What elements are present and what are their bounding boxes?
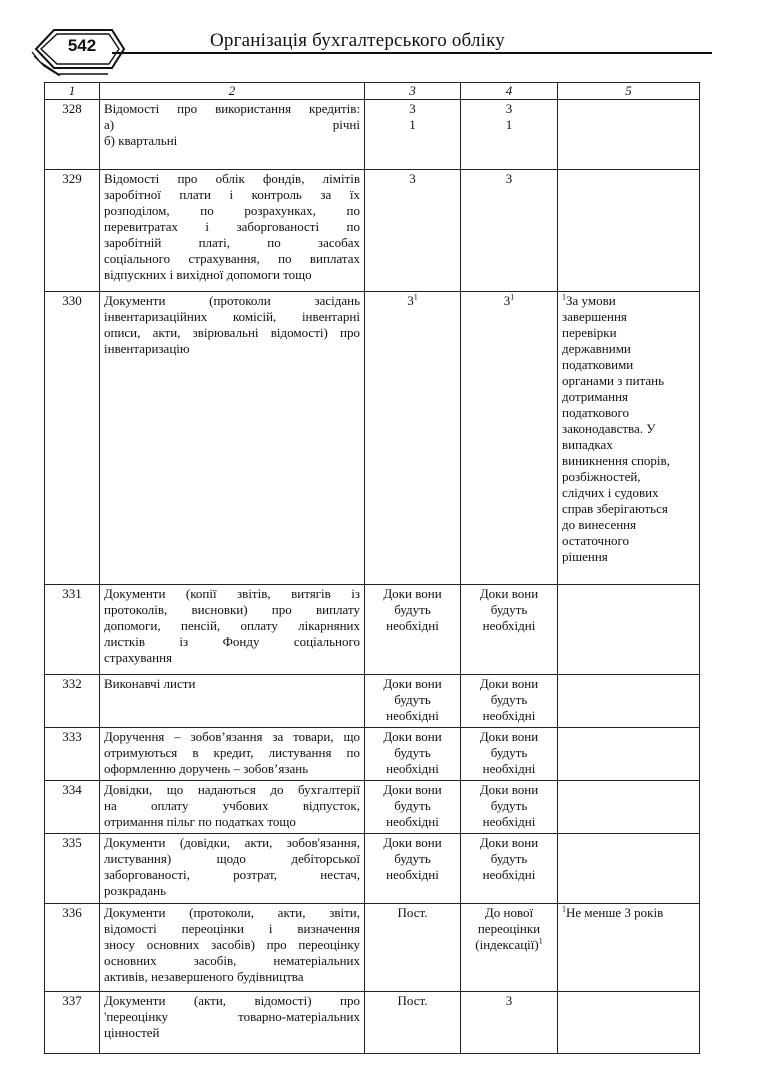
text-line bbox=[104, 341, 360, 357]
cell-text: податкового bbox=[562, 405, 630, 420]
retention-term-col3 bbox=[365, 675, 461, 728]
text-line bbox=[465, 692, 553, 708]
table-row bbox=[45, 585, 700, 675]
cell-text: слідчих і судових bbox=[562, 485, 659, 500]
cell-text: будуть bbox=[394, 602, 431, 617]
text-line bbox=[104, 1009, 360, 1025]
cell-text: 3 bbox=[503, 293, 511, 308]
text-line bbox=[562, 341, 695, 357]
page-title: Організація бухгалтерського обліку bbox=[210, 30, 505, 51]
text-line bbox=[369, 867, 456, 883]
column-header: 2 bbox=[100, 83, 365, 100]
cell-text: необхідні bbox=[482, 708, 536, 723]
row-description bbox=[100, 781, 365, 834]
cell-text: будуть bbox=[490, 798, 528, 813]
text-line bbox=[562, 501, 695, 517]
text-line bbox=[104, 835, 360, 851]
cell-text: До нової bbox=[484, 905, 534, 920]
cell-text: до винесення bbox=[562, 517, 637, 532]
text-line bbox=[369, 708, 456, 724]
text-line bbox=[465, 761, 553, 777]
cell-text: розбіжностей, bbox=[562, 469, 641, 484]
text-line bbox=[104, 745, 360, 761]
text-line bbox=[369, 101, 456, 117]
retention-term-col3 bbox=[365, 585, 461, 675]
cell-text: зносу основних засобів) про переоцінку bbox=[104, 937, 360, 952]
cell-text: переоцінки bbox=[477, 921, 541, 936]
retention-term-col4 bbox=[461, 585, 558, 675]
retention-term-col4 bbox=[461, 675, 558, 728]
cell-text: розкрадань bbox=[104, 883, 166, 898]
text-line bbox=[104, 187, 360, 203]
text-line bbox=[104, 133, 360, 149]
row-number: 329 bbox=[45, 170, 100, 292]
text-line bbox=[562, 549, 695, 565]
row-number: 328 bbox=[45, 100, 100, 170]
cell-text: будуть bbox=[490, 745, 528, 760]
remarks bbox=[558, 585, 700, 675]
cell-text: інвентаризацію bbox=[104, 341, 190, 356]
text-line bbox=[562, 517, 695, 533]
cell-text: отримання пільг по податках тощо bbox=[104, 814, 296, 829]
cell-text: Пост. bbox=[397, 993, 428, 1008]
cell-text: будуть bbox=[490, 851, 528, 866]
cell-text: органами з питань bbox=[562, 373, 665, 388]
cell-text: Документи (довідки, акти, зобов'язання, bbox=[104, 835, 360, 850]
text-line bbox=[104, 729, 360, 745]
cell-text: перевірки bbox=[562, 325, 617, 340]
retention-term-col4 bbox=[461, 170, 558, 292]
text-line bbox=[562, 905, 695, 921]
page-header bbox=[0, 0, 757, 82]
table-row bbox=[45, 675, 700, 728]
retention-term-col3 bbox=[365, 100, 461, 170]
page-number: 542 bbox=[67, 36, 97, 55]
text-line bbox=[369, 835, 456, 851]
text-line bbox=[369, 729, 456, 745]
text-line bbox=[369, 602, 456, 618]
cell-text: Документи (копії звітів, витягів із bbox=[104, 586, 360, 601]
cell-text: Доки вони bbox=[383, 586, 442, 601]
cell-text: Доки вони bbox=[383, 676, 442, 691]
cell-text: заробітної плати і контроль за їх bbox=[104, 187, 360, 202]
table-row bbox=[45, 992, 700, 1054]
text-line bbox=[465, 921, 553, 937]
footnote-marker: 1 bbox=[562, 904, 566, 914]
text-line bbox=[465, 708, 553, 724]
cell-text: описи, акти, звірювальні відомості) про bbox=[104, 325, 360, 340]
text-line bbox=[104, 937, 360, 953]
cell-text: завершення bbox=[562, 309, 627, 324]
text-line bbox=[562, 309, 695, 325]
cell-text: 1 bbox=[409, 117, 416, 132]
text-line bbox=[369, 676, 456, 692]
text-line bbox=[369, 851, 456, 867]
cell-text: будуть bbox=[490, 692, 528, 707]
cell-text: необхідні bbox=[386, 814, 439, 829]
column-header: 3 bbox=[365, 83, 461, 100]
cell-text: законодавства. У bbox=[562, 421, 656, 436]
cell-text: Виконавчі листи bbox=[104, 676, 196, 691]
text-line bbox=[465, 729, 553, 745]
text-line bbox=[104, 634, 360, 650]
table-row bbox=[45, 728, 700, 781]
row-description bbox=[100, 585, 365, 675]
cell-text: розподілом, по розрахунках, по bbox=[104, 203, 360, 218]
footnote-marker: 1 bbox=[413, 292, 418, 302]
remarks bbox=[558, 728, 700, 781]
text-line bbox=[104, 761, 360, 777]
cell-text: Документи (протоколи засідань bbox=[104, 293, 360, 308]
cell-text: на оплату учбових відпусток, bbox=[104, 798, 360, 813]
row-description bbox=[100, 292, 365, 585]
table-row bbox=[45, 100, 700, 170]
cell-text: основних засобів, нематеріальних bbox=[104, 953, 360, 968]
text-line bbox=[104, 325, 360, 341]
text-line bbox=[562, 405, 695, 421]
remarks bbox=[558, 100, 700, 170]
cell-text: відпускних і вихідної допомоги тощо bbox=[104, 267, 312, 282]
text-line bbox=[104, 676, 360, 692]
retention-term-col3 bbox=[365, 781, 461, 834]
cell-text: Доки вони bbox=[479, 729, 539, 744]
text-line bbox=[562, 373, 695, 389]
text-line bbox=[562, 453, 695, 469]
text-line bbox=[104, 953, 360, 969]
text-line bbox=[465, 851, 553, 867]
retention-term-col3 bbox=[365, 834, 461, 904]
remarks bbox=[558, 992, 700, 1054]
remarks bbox=[558, 781, 700, 834]
cell-text: Пост. bbox=[397, 905, 428, 920]
text-line bbox=[104, 993, 360, 1009]
row-description bbox=[100, 728, 365, 781]
row-description bbox=[100, 675, 365, 728]
cell-text: відомості переоцінки і визначення bbox=[104, 921, 360, 936]
row-number: 333 bbox=[45, 728, 100, 781]
text-line bbox=[562, 469, 695, 485]
cell-text: цінностей bbox=[104, 1025, 160, 1040]
cell-text: протоколів, висновки) про виплату bbox=[104, 602, 360, 617]
cell-text: Документи (протоколи, акти, звіти, bbox=[104, 905, 360, 920]
table-row bbox=[45, 781, 700, 834]
cell-text: Документи (акти, відомості) про bbox=[104, 993, 360, 1008]
retention-term-col4 bbox=[461, 292, 558, 585]
row-number: 330 bbox=[45, 292, 100, 585]
cell-text: рішення bbox=[562, 549, 608, 564]
retention-term-col4 bbox=[461, 781, 558, 834]
text-line bbox=[465, 835, 553, 851]
cell-text: страхування bbox=[104, 650, 173, 665]
cell-text: Доки вони bbox=[479, 676, 539, 691]
text-line bbox=[369, 293, 456, 309]
cell-text: випадках bbox=[562, 437, 613, 452]
text-line bbox=[369, 117, 456, 133]
retention-term-col4 bbox=[461, 992, 558, 1054]
cell-text: а) річні bbox=[104, 117, 360, 132]
text-line bbox=[104, 586, 360, 602]
retention-term-col4 bbox=[461, 728, 558, 781]
text-line bbox=[562, 293, 695, 309]
cell-text: отримуються в кредит, листування по bbox=[104, 745, 360, 760]
cell-text: податковими bbox=[562, 357, 634, 372]
remarks bbox=[558, 170, 700, 292]
table-row bbox=[45, 904, 700, 992]
row-number: 337 bbox=[45, 992, 100, 1054]
text-line bbox=[369, 586, 456, 602]
cell-text: оформленню доручень – зобов’язань bbox=[104, 761, 309, 776]
cell-text: Доручення – зобов’язання за товари, що bbox=[104, 729, 360, 744]
cell-text: справ зберігаються bbox=[562, 501, 668, 516]
text-line bbox=[369, 782, 456, 798]
cell-text: будуть bbox=[394, 692, 431, 707]
cell-text: заборгованості, розтрат, нестач, bbox=[104, 867, 360, 882]
cell-text: Доки вони bbox=[383, 782, 442, 797]
row-number: 336 bbox=[45, 904, 100, 992]
text-line bbox=[465, 101, 553, 117]
row-description bbox=[100, 100, 365, 170]
text-line bbox=[562, 533, 695, 549]
text-line bbox=[104, 219, 360, 235]
text-line bbox=[104, 814, 360, 830]
cell-text: 3 bbox=[505, 171, 513, 186]
text-line bbox=[369, 814, 456, 830]
text-line bbox=[465, 905, 553, 921]
row-number: 331 bbox=[45, 585, 100, 675]
cell-text: необхідні bbox=[386, 867, 439, 882]
text-line bbox=[104, 798, 360, 814]
text-line bbox=[465, 676, 553, 692]
text-line bbox=[369, 618, 456, 634]
cell-text: державними bbox=[562, 341, 631, 356]
text-line bbox=[104, 883, 360, 899]
text-line bbox=[104, 101, 360, 117]
text-line bbox=[369, 761, 456, 777]
cell-text: остаточного bbox=[562, 533, 630, 548]
text-line bbox=[104, 267, 360, 283]
column-header: 1 bbox=[45, 83, 100, 100]
text-line bbox=[104, 905, 360, 921]
text-line bbox=[465, 602, 553, 618]
cell-text: б) квартальні bbox=[104, 133, 178, 148]
retention-term-col4 bbox=[461, 100, 558, 170]
cell-text: 3 bbox=[409, 101, 416, 116]
cell-text: активів, незавершеного будівництва bbox=[104, 969, 304, 984]
cell-text: листків із Фонду соціального bbox=[104, 634, 360, 649]
retention-term-col3 bbox=[365, 904, 461, 992]
cell-text: 'переоцінку товарно-матеріальних bbox=[104, 1009, 360, 1024]
cell-text: 3 bbox=[407, 293, 414, 308]
text-line bbox=[104, 309, 360, 325]
text-line bbox=[104, 251, 360, 267]
column-number-row bbox=[45, 83, 700, 100]
text-line bbox=[465, 782, 553, 798]
remarks bbox=[558, 834, 700, 904]
cell-text: За умови bbox=[566, 293, 616, 308]
footnote-marker: 1 bbox=[538, 936, 543, 946]
cell-text: необхідні bbox=[482, 814, 536, 829]
cell-text: дотримання bbox=[562, 389, 629, 404]
cell-text: 3 bbox=[505, 993, 513, 1008]
text-line bbox=[465, 937, 553, 953]
text-line bbox=[369, 993, 456, 1009]
text-line bbox=[104, 235, 360, 251]
text-line bbox=[104, 602, 360, 618]
text-line bbox=[562, 437, 695, 453]
cell-text: Доки вони bbox=[479, 782, 539, 797]
cell-text: будуть bbox=[394, 745, 431, 760]
row-description bbox=[100, 904, 365, 992]
text-line bbox=[104, 117, 360, 133]
text-line bbox=[562, 485, 695, 501]
cell-text: листування) щодо дебіторської bbox=[104, 851, 360, 866]
text-line bbox=[104, 969, 360, 985]
cell-text: необхідні bbox=[386, 618, 439, 633]
cell-text: перевитратах і заборгованості по bbox=[104, 219, 360, 234]
cell-text: необхідні bbox=[482, 867, 536, 882]
retention-table bbox=[44, 82, 700, 1054]
text-line bbox=[104, 650, 360, 666]
header-rule bbox=[112, 52, 712, 54]
row-description bbox=[100, 992, 365, 1054]
cell-text: заробітній платі, по засобах bbox=[104, 235, 360, 250]
text-line bbox=[465, 745, 553, 761]
cell-text: Не менше 3 років bbox=[566, 905, 664, 920]
cell-text: Доки вони bbox=[479, 586, 539, 601]
row-description bbox=[100, 834, 365, 904]
row-number: 335 bbox=[45, 834, 100, 904]
text-line bbox=[104, 171, 360, 187]
table-row bbox=[45, 834, 700, 904]
text-line bbox=[465, 117, 553, 133]
cell-text: будуть bbox=[394, 851, 431, 866]
cell-text: необхідні bbox=[386, 761, 439, 776]
text-line bbox=[465, 171, 553, 187]
text-line bbox=[369, 905, 456, 921]
cell-text: соціального страхування, по виплатах bbox=[104, 251, 360, 266]
cell-text: будуть bbox=[490, 602, 528, 617]
cell-text: будуть bbox=[394, 798, 431, 813]
text-line bbox=[369, 798, 456, 814]
retention-term-col3 bbox=[365, 292, 461, 585]
column-header: 5 bbox=[558, 83, 700, 100]
cell-text: необхідні bbox=[386, 708, 439, 723]
text-line bbox=[369, 745, 456, 761]
text-line bbox=[465, 814, 553, 830]
text-line bbox=[104, 203, 360, 219]
text-line bbox=[562, 357, 695, 373]
retention-term-col3 bbox=[365, 170, 461, 292]
text-line bbox=[104, 921, 360, 937]
cell-text: (індексації) bbox=[475, 937, 539, 952]
row-number: 332 bbox=[45, 675, 100, 728]
cell-text: Доки вони bbox=[383, 729, 442, 744]
text-line bbox=[104, 851, 360, 867]
retention-term-col4 bbox=[461, 834, 558, 904]
cell-text: необхідні bbox=[482, 761, 536, 776]
retention-term-col3 bbox=[365, 992, 461, 1054]
cell-text: Відомості про облік фондів, лімітів bbox=[104, 171, 360, 186]
text-line bbox=[369, 171, 456, 187]
remarks bbox=[558, 292, 700, 585]
cell-text: 3 bbox=[505, 101, 513, 116]
text-line bbox=[465, 618, 553, 634]
text-line bbox=[465, 293, 553, 309]
text-line bbox=[104, 867, 360, 883]
text-line bbox=[104, 618, 360, 634]
text-line bbox=[369, 692, 456, 708]
cell-text: Відомості про використання кредитів: bbox=[104, 101, 360, 116]
remarks bbox=[558, 675, 700, 728]
retention-term-col3 bbox=[365, 728, 461, 781]
remarks bbox=[558, 904, 700, 992]
text-line bbox=[562, 389, 695, 405]
text-line bbox=[562, 325, 695, 341]
cell-text: необхідні bbox=[482, 618, 536, 633]
cell-text: виникнення спорів, bbox=[562, 453, 670, 468]
cell-text: допомоги, пенсій, оплату лікарняних bbox=[104, 618, 360, 633]
cell-text: Доки вони bbox=[479, 835, 539, 850]
column-header: 4 bbox=[461, 83, 558, 100]
row-number: 334 bbox=[45, 781, 100, 834]
cell-text: Довідки, що надаються до бухгалтерії bbox=[104, 782, 360, 797]
text-line bbox=[465, 993, 553, 1009]
retention-term-col4 bbox=[461, 904, 558, 992]
text-line bbox=[104, 782, 360, 798]
text-line bbox=[104, 293, 360, 309]
text-line bbox=[562, 421, 695, 437]
cell-text: інвентаризаційних комісій, інвентарні bbox=[104, 309, 360, 324]
text-line bbox=[465, 586, 553, 602]
table-row bbox=[45, 292, 700, 585]
cell-text: 1 bbox=[505, 117, 513, 132]
text-line bbox=[104, 1025, 360, 1041]
row-description bbox=[100, 170, 365, 292]
text-line bbox=[465, 798, 553, 814]
footnote-marker: 1 bbox=[510, 292, 515, 302]
table-row bbox=[45, 170, 700, 292]
cell-text: 3 bbox=[409, 171, 416, 186]
footnote-marker: 1 bbox=[562, 292, 566, 302]
text-line bbox=[465, 867, 553, 883]
cell-text: Доки вони bbox=[383, 835, 442, 850]
